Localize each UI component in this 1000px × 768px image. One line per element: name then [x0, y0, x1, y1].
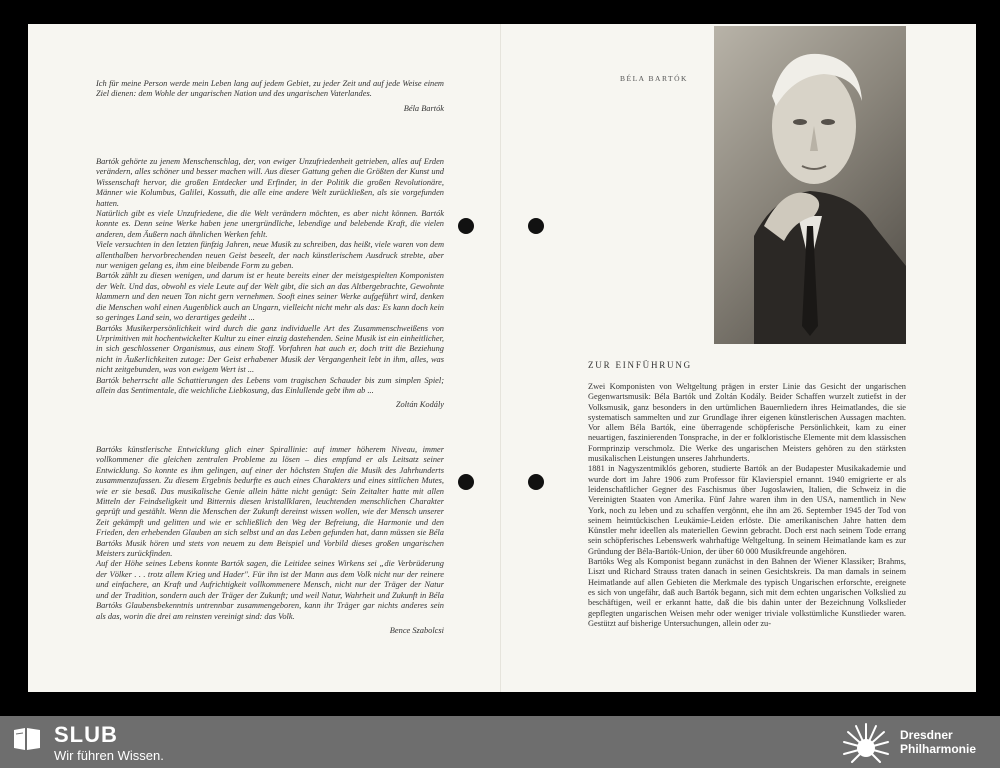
intro-paragraph: 1881 in Nagyszentmiklós geboren, studierte Bartók an der Budapester Musikakademie und wurde dort im Jahre 1906 zum Professor für Klavierspiel ernannt. 1940 emigrierte er als leidenschaftlicher Gegner des Faschismus über Jugoslawien, Italien, die Schweiz in die Vereinigten Staaten von Amerika. Fünf Jahre waren ihm in den USA, namentlich in New York, noch zu leben und zu schaffen vergönnt, ehe ihn am 26. September 1945 der Tod von seinem heimtückischen Leukämie-Leiden erlöste. Die amerikanischen Jahre hatten dem Künstler mehr ideellen als materiellen Gewinn gebracht. Doch erst nach seinem Tode errang sein schöpferisches Lebenswerk wahrhaftige Weltgeltung. In seinem Heimatlande kam es zur Gründung der Béla-Bartók-Union, der über 60 000 Musikfreunde angehören.	[588, 464, 906, 556]
quote-author: Béla Bartók	[403, 103, 444, 113]
section-title: ZUR EINFÜHRUNG	[588, 360, 692, 370]
introduction-text	[588, 382, 906, 629]
running-head: BÉLA BARTÓK	[620, 74, 688, 83]
quote-paragraph: Bartók beherrscht alle Schattierungen des Lebens vom tragischen Schauder bis zum simplen Spiel; allein das Sentimentale, die weichliche Liebkosung, das Einlullende gebt ihm ab ...	[96, 375, 444, 395]
quote-szabolcsi	[96, 445, 444, 636]
quote-author: Zoltán Kodály	[395, 400, 444, 410]
footer-bar	[0, 716, 1000, 768]
punch-hole	[458, 218, 474, 234]
quote-paragraph: Bartóks Musikerpersönlichkeit wird durch die ganz individuelle Art des Zusammenschweißens von Urprimitiven mit hochentwickelter Kultur zu einer einzig dastehenden. Seine Musik ist ein einheitlicher, in sich geschlossener Organismus, aus einem Stoff. Vorfahren hat auch er, doch tritt die Beziehung nicht in Äußerlichkeiten zutage: Der Geist erhabener Musik der Vergangenheit lebt in ihm, alles, was nicht zeitgebunden, was von ewigem Wert ist ...	[96, 323, 444, 375]
intro-paragraph: Zwei Komponisten von Weltgeltung prägen in erster Linie das Gesicht der ungarischen Gegenwartsmusik: Béla Bartók und Zoltán Kodály. Beider Schaffen wurzelt zutiefst in der Volksmusik, ganz besonders in den urtümlichen Bauernliedern ihres Heimatlandes, die sie systematisch sammelten und zur Grundlage ihrer eigenen künstlerischen Aussagen machten. Vor allem Béla Bartók, eine überragende schöpferische Persönlichkeit, kam zu einer neuartigen, faszinierenden Tonsprache, in der er folkloristische Elemente mit dem klassischen Formprinzip verschmolz. Die Werke des ungarischen Meisters gehören zu den stärksten musikalischen Leistungen unseres Jahrhunderts.	[588, 382, 906, 464]
quote-paragraph: Natürlich gibt es viele Unzufriedene, die die Welt verändern möchten, es aber nicht können. Bartók konnte es. Denn seine Werke haben jene unergründliche, lebendige und belebende Kraft, die vielen anderen, dem Äußern nach ähnlichen Werken fehlt.	[96, 209, 444, 239]
quote-paragraph: Bartók zählt zu diesen wenigen, und darum ist er heute bereits einer der meistgespielten Komponisten der Welt. Und das, obwohl es viele Leute auf der Welt gibt, die sich an das Altbergebrachte, Gewohnte klammern und den neuen Ton nicht gern vernehmen. Sooft eines seiner Werke aufgeführt wird, denken die Menschen wohl einen Augenblick auch an Ungarn, vielleicht nicht mehr als das: Es kann doch kein so geringes Land sein, wo derartiges gedeiht ...	[96, 271, 444, 323]
philharmonie-sunburst-icon	[840, 720, 892, 764]
quote-paragraph: Bartóks künstlerische Entwicklung glich einer Spirallinie: auf immer höherem Niveau, immer vollkommener die gleichen zentralen Probleme zu lösen – dies empfand er als Leitsatz seiner Entwicklung. So konnte es ihm gelingen, auf einer der höchsten Stufen die Musik des Jahrhunderts zusammenzufassen. Zu diesem Ergebnis bedurfte es auch eines Charakters und eines sittlichen Mutes, wie er sie besaß. Das musikalische Genie allein hätte nicht genügt: Sein Zeitalter hatte mit allen Mitteln der Feindseligkeit und Bitternis diesen kristallklaren, leuchtenden menschlichen Charakter geprüft und gestählt. Wenn die Menschen der Zukunft dereinst wissen wollen, wie der Mensch unserer Zeit gekämpft und gelitten und wie er schließlich den Weg der Befreiung, die Harmonie und den Frieden, den erhebenden Glauben an sich selbst und an das Leben gefunden hat, dann müssen sie Béla Bartóks Musik hören und stets von neuem zu dem Beispiel und Vorbild dieses großen ungarischen Meisters zurückfinden.	[96, 445, 444, 559]
slub-book-icon	[12, 726, 42, 752]
quote-bartok	[96, 79, 444, 114]
quote-author: Bence Szabolcsi	[389, 625, 444, 635]
punch-hole	[458, 474, 474, 490]
brochure-sheet	[28, 24, 976, 692]
intro-paragraph: Bartóks Weg als Komponist begann zunächst in den Bahnen der Wiener Klassiker; Brahms, Liszt und Richard Strauss traten danach in seinen Gesichtskreis. Da man damals in seinem Heimatlande auf allen Gebieten die Merkmale des typisch Ungarischen erforschte, ereignete es sich von ungefähr, daß auch Bartók begann, sich mit dem echten ungarischen Volkslied zu beschäftigen, weil er erkannt hatte, daß die bis dahin unter der Bezeichnung Volkslieder gepflegten ungarischen Weisen mehr oder weniger triviale volkstümliche Kunstlieder waren. Gestützt auf bisherige Untersuchungen, allein oder zu-	[588, 557, 906, 628]
page-fold	[500, 24, 501, 692]
quote-text: Ich für meine Person werde mein Leben lang auf jedem Gebiet, zu jeder Zeit und auf jede Weise einem Ziel dienen: dem Wohle der ungarischen Nation und des ungarischen Vaterlandes.	[96, 79, 444, 99]
slub-name: SLUB	[54, 722, 118, 747]
punch-hole	[528, 474, 544, 490]
philharmonie-name-line2: Philharmonie	[900, 742, 977, 756]
philharmonie-name	[900, 728, 976, 756]
bartok-portrait-photo	[714, 26, 906, 344]
quote-paragraph: Auf der Höhe seines Lebens konnte Bartók sagen, die Leitidee seines Wirkens sei „die Verbrüderung der Völker . . . trotz allem Krieg und Hader". Für ihn ist der Mann aus dem Volk nicht nur der reinere und einfachere, an Kraft und Aufrichtigkeit vollkommenere Mensch, nicht nur der Träger der Natur und der Tradition, sondern auch der Träger der Zukunft; und weil Natur, Wahrheit und Zukunft in Béla Bartóks Glaubensbekenntnis untrennbar zusammengeboren, kann ihr Träger gar nichts anderes sein als das, worin die drei am reinsten vereinigt sind: das Volk.	[96, 559, 444, 621]
philharmonie-name-line1: Dresdner	[900, 728, 953, 742]
slub-tagline: Wir führen Wissen.	[54, 748, 164, 763]
quote-paragraph: Viele versuchten in den letzten fünfzig Jahren, neue Musik zu schreiben, das heißt, viele waren von dem allenthalben hervorbrechenden neuen Geist beseelt, der nach künstlerischem Ausdruck strebte, aber nur wenigen gelang es, ihm eine bleibende Form zu geben.	[96, 240, 444, 271]
quote-paragraph: Bartók gehörte zu jenem Menschenschlag, der, von ewiger Unzufriedenheit getrieben, alles auf Erden verändern, alles schöner und besser machen will. Aus dieser Gattung gehen die Größten der Kunst und Wissenschaft hervor, die großen Entdecker und Erfinder, in der Politik die großen Revolutionäre, Männer wie Kolumbus, Galilei, Kossuth, die alle eine andere Welt zurückließen, als sie vorgefunden hatten.	[96, 157, 444, 208]
quote-kodaly	[96, 157, 444, 411]
punch-hole	[528, 218, 544, 234]
